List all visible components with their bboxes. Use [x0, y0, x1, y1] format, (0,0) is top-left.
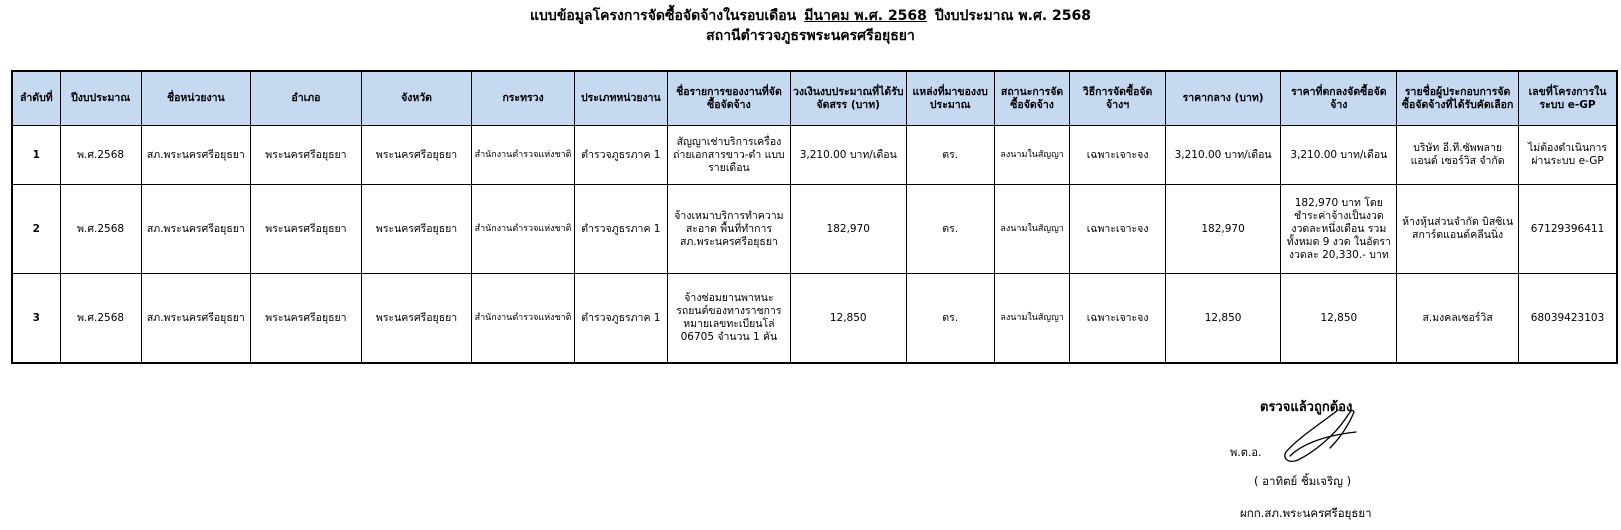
header-cell: วิธีการจัดซื้อจัดจ้างฯ [1070, 71, 1165, 126]
signature-checked-text: ตรวจแล้วถูกต้อง [1260, 400, 1353, 415]
signature-name: ( อาทิตย์ ชิ้มเจริญ ) [1254, 474, 1352, 488]
signature-position: ผกก.สภ.พระนครศรีอยุธยา [1240, 506, 1372, 520]
table-cell: ตร. [906, 126, 994, 185]
table-cell: สัญญาเช่าบริการเครื่องถ่ายเอกสารขาว-ดำ แบบรายเดือน [667, 126, 790, 185]
table-cell: 12,850 [1281, 274, 1397, 364]
table-cell: ตำรวจภูธรภาค 1 [574, 126, 667, 185]
table-cell: ลงนามในสัญญา [994, 274, 1070, 364]
table-cell: ตร. [906, 274, 994, 364]
procurement-table [11, 70, 1618, 364]
table-cell: พระนครศรีอยุธยา [251, 126, 362, 185]
header-cell: อำเภอ [251, 71, 362, 126]
header-cell: เลขที่โครงการในระบบ e-GP [1519, 71, 1617, 126]
title-month: มีนาคม พ.ศ. 2568 [804, 8, 927, 24]
header-cell: ชื่อหน่วยงาน [141, 71, 251, 126]
title-line-2: สถานีตำรวจภูธรพระนครศรีอยุธยา [706, 28, 915, 44]
table-cell: เฉพาะเจาะจง [1070, 185, 1165, 274]
table-cell: ตำรวจภูธรภาค 1 [574, 274, 667, 364]
header-cell: จังหวัด [361, 71, 472, 126]
header-cell: ราคากลาง (บาท) [1165, 71, 1281, 126]
header-cell: สถานะการจัดซื้อจัดจ้าง [994, 71, 1070, 126]
header-cell: ราคาที่ตกลงจัดซื้อจัดจ้าง [1281, 71, 1397, 126]
table-cell: จ้างเหมาบริการทำความสะอาด พื้นที่ทำการ สภ.พระนครศรีอยุธยา [667, 185, 790, 274]
table-cell: สำนักงานตำรวจแห่งชาติ [472, 274, 574, 364]
table-cell: พระนครศรีอยุธยา [251, 185, 362, 274]
table-cell: 67129396411 [1519, 185, 1617, 274]
document-title [0, 6, 1621, 46]
header-cell: วงเงินงบประมาณที่ได้รับจัดสรร (บาท) [790, 71, 906, 126]
table-cell: 68039423103 [1519, 274, 1617, 364]
table-cell: เฉพาะเจาะจง [1070, 126, 1165, 185]
header-cell: แหล่งที่มาของงบประมาณ [906, 71, 994, 126]
table-cell: 3,210.00 บาท/เดือน [1165, 126, 1281, 185]
table-cell: พระนครศรีอยุธยา [361, 126, 472, 185]
table-cell: ลงนามในสัญญา [994, 126, 1070, 185]
table-cell: บริษัท อี.ที.ซัพพลาย แอนด์ เซอร์วิส จำกัด [1397, 126, 1519, 185]
table-cell: สำนักงานตำรวจแห่งชาติ [472, 126, 574, 185]
title-prefix: แบบข้อมูลโครงการจัดซื้อจัดจ้างในรอบเดือน [530, 8, 797, 24]
table-cell: พ.ศ.2568 [60, 126, 141, 185]
header-cell: รายชื่อผู้ประกอบการจัดซื้อจัดจ้างที่ได้รับคัดเลือก [1397, 71, 1519, 126]
table-cell: พระนครศรีอยุธยา [251, 274, 362, 364]
header-cell: ชื่อรายการของงานที่จัดซื้อจัดจ้าง [667, 71, 790, 126]
header-cell: ลำดับที่ [12, 71, 60, 126]
table-cell: ไม่ต้องดำเนินการผ่านระบบ e-GP [1519, 126, 1617, 185]
title-line-1 [0, 6, 1621, 26]
table-cell: สภ.พระนครศรีอยุธยา [141, 274, 251, 364]
table-cell: พระนครศรีอยุธยา [361, 185, 472, 274]
table-cell: 12,850 [790, 274, 906, 364]
table-cell: เฉพาะเจาะจง [1070, 274, 1165, 364]
header-cell: ประเภทหน่วยงาน [574, 71, 667, 126]
table-cell: ห้างหุ้นส่วนจำกัด บิสซิเนสการ์ดแอนด์คลีนนิ่ง [1397, 185, 1519, 274]
table-header-row [12, 71, 1617, 126]
table-cell: สภ.พระนครศรีอยุธยา [141, 185, 251, 274]
table-cell: สภ.พระนครศรีอยุธยา [141, 126, 251, 185]
header-cell: กระทรวง [472, 71, 574, 126]
table-row [12, 126, 1617, 185]
table-cell: ส.มงคลเซอร์วิส [1397, 274, 1519, 364]
header-cell: ปีงบประมาณ [60, 71, 141, 126]
table-cell: 3,210.00 บาท/เดือน [790, 126, 906, 185]
table-cell: พระนครศรีอยุธยา [361, 274, 472, 364]
title-fiscal-year: ปีงบประมาณ พ.ศ. 2568 [934, 8, 1091, 24]
table-cell: พ.ศ.2568 [60, 185, 141, 274]
table-cell: 2 [12, 185, 60, 274]
table-row [12, 274, 1617, 364]
table-cell: พ.ศ.2568 [60, 274, 141, 364]
signature-rank: พ.ต.อ. [1230, 446, 1262, 459]
table-cell: 3 [12, 274, 60, 364]
table-cell: 182,970 [1165, 185, 1281, 274]
table-row [12, 185, 1617, 274]
table-cell: สำนักงานตำรวจแห่งชาติ [472, 185, 574, 274]
table-cell: ตร. [906, 185, 994, 274]
table-cell: 182,970 บาท โดยชำระค่าจ้างเป็นงวด งวดละหนึ่งเดือน รวมทั้งหมด 9 งวด ในอัตรางวดละ 20,330.- บาท [1281, 185, 1397, 274]
signature-block [1220, 396, 1460, 526]
table-cell: ตำรวจภูธรภาค 1 [574, 185, 667, 274]
table-cell: 12,850 [1165, 274, 1281, 364]
table-cell: 1 [12, 126, 60, 185]
table-cell: ลงนามในสัญญา [994, 185, 1070, 274]
table-cell: 182,970 [790, 185, 906, 274]
table-cell: 3,210.00 บาท/เดือน [1281, 126, 1397, 185]
table-cell: จ้างซ่อมยานพาหนะรถยนต์ของทางราชการ หมายเลขทะเบียนโล่ 06705 จำนวน 1 คัน [667, 274, 790, 364]
